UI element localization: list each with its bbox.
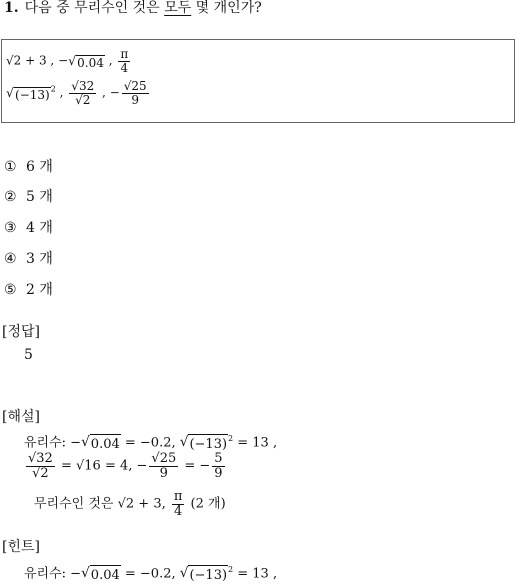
- expr-sqrt-0-04: √ 0.04: [68, 52, 104, 70]
- answer-value: 5: [24, 347, 33, 363]
- question-text: [4, 0, 262, 18]
- option-1[interactable]: ① 6 개: [4, 159, 53, 175]
- question-text-after: 몇 개인가?: [191, 0, 262, 16]
- expr-sqrt2-plus-3: √2 + 3 ,: [6, 53, 55, 68]
- box-line-2: √ (−13) $^2$ , $\frac{√32}{√2}$ , − $\frac{√25}{9}$: [6, 79, 147, 107]
- option-5[interactable]: ⑤ 2 개: [4, 282, 53, 298]
- question-number: 1.: [4, 0, 19, 16]
- option-2[interactable]: ② 5 개: [4, 189, 53, 205]
- solution-line-1: 유리수: − √ 0.04 = −0.2, √ (−13) $^2$ = 13 ,: [24, 429, 277, 455]
- expr-sqrt-neg13-squared: √ (−13): [6, 84, 50, 102]
- answer-label: [정답]: [2, 324, 40, 340]
- solution-line-2: $\frac{√32}{√2}$ = √16 = 4, − $\frac{√25}{9}$ = − $\frac{5}{9}$: [28, 451, 223, 481]
- hint-label: [힌트]: [2, 539, 40, 555]
- box-line-1: √2 + 3 , − √ 0.04 , $\frac{\pi}{4}$: [6, 47, 129, 75]
- expr-sqrt32-over-sqrt2: $\frac{√32}{√2}$: [71, 79, 95, 107]
- question-underlined: 모두: [164, 0, 192, 16]
- expr-pi-over-4: $\frac{\pi}{4}$: [120, 47, 129, 75]
- question-text-before: 다음 중 무리수인 것은: [24, 0, 165, 16]
- hint-line-1: 유리수: − √ 0.04 = −0.2, √ (−13) $^2$ = 13 ,: [24, 560, 277, 586]
- option-3[interactable]: ③ 4 개: [4, 220, 53, 236]
- solution-label: [해설]: [2, 409, 40, 425]
- option-4[interactable]: ④ 3 개: [4, 251, 53, 267]
- expr-neg-sqrt25-over-9: $\frac{√25}{9}$: [123, 79, 147, 107]
- solution-line-3: 무리수인 것은 √2 + 3, $\frac{\pi}{4}$ (2 개): [34, 489, 226, 519]
